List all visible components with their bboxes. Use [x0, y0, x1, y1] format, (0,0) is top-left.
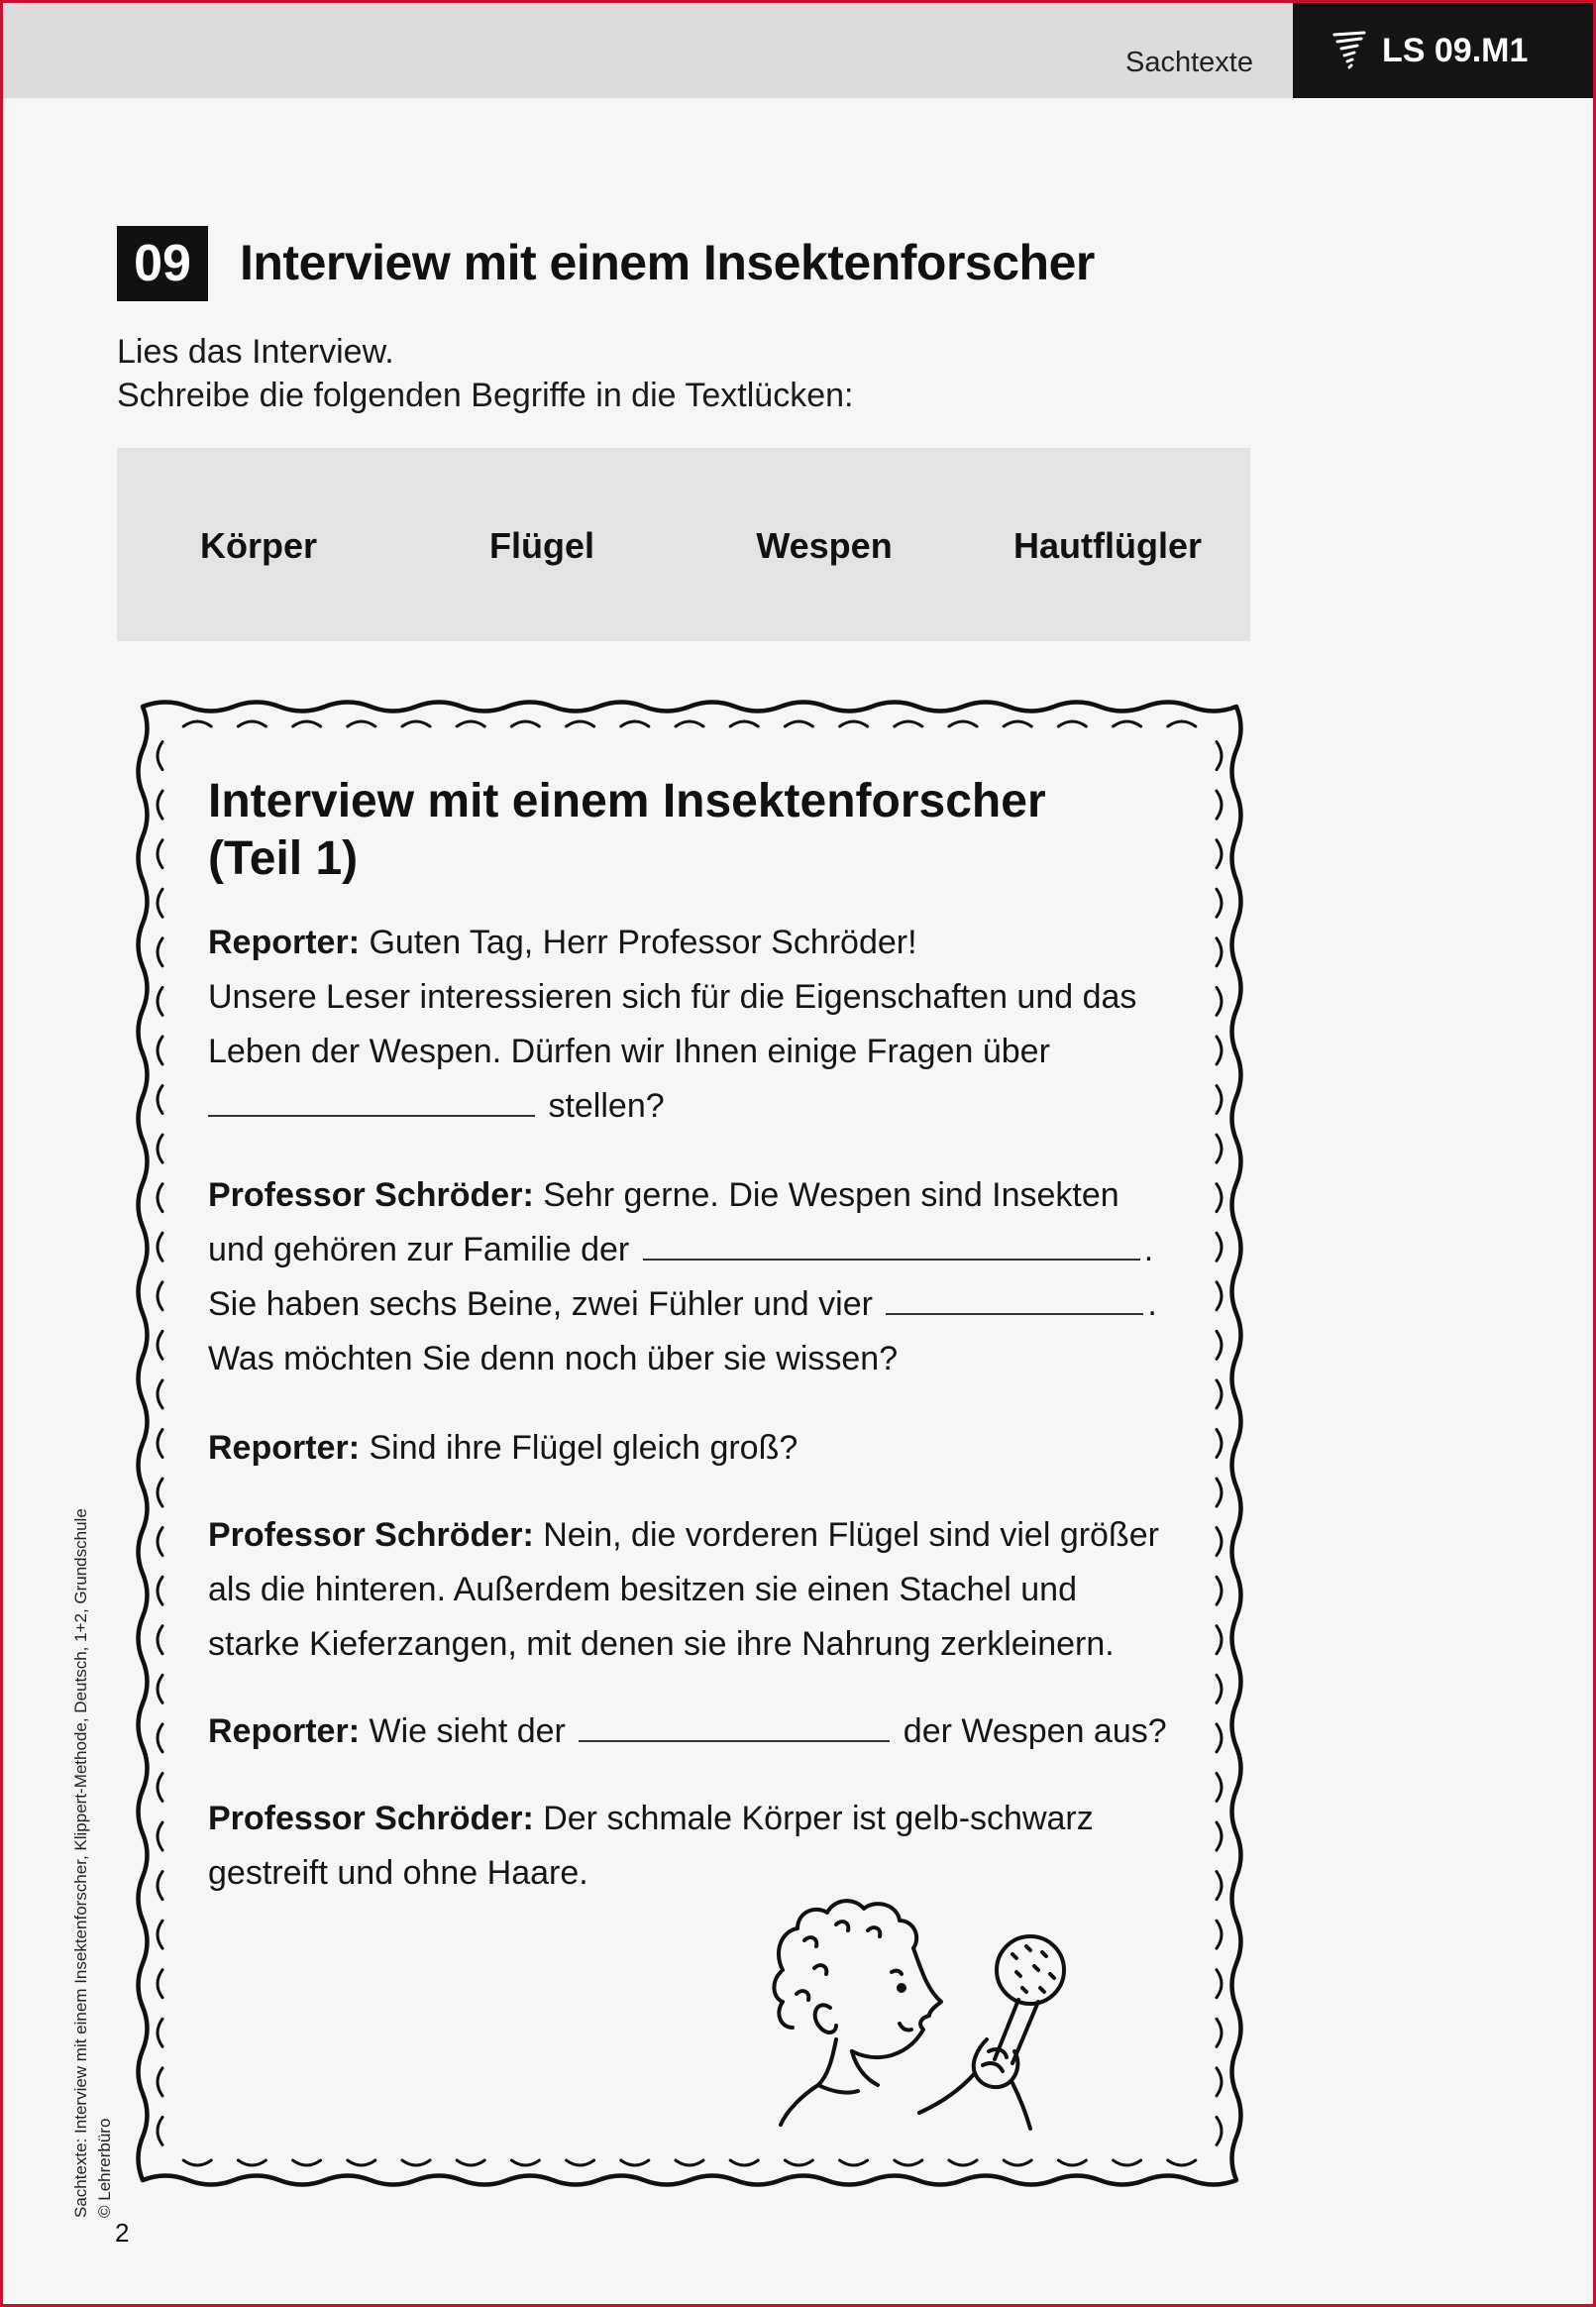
interview-paragraph-6 [208, 1792, 1199, 1901]
word-bank-item: Wespen [756, 525, 893, 566]
speaker-label: Professor Schröder: [208, 1800, 534, 1837]
header-code-text: LS 09.M1 [1382, 31, 1529, 69]
word-bank-item: Hautflügler [1012, 525, 1203, 566]
task-instructions [117, 330, 853, 417]
interview-paragraph-2 [208, 1168, 1199, 1386]
interview-paragraph-5 [208, 1704, 1199, 1759]
interview-text: Sind ihre Flügel gleich groß? [360, 1429, 798, 1467]
interview-text: als die hinteren. Außerdem besitzen sie einen Stachel und [208, 1571, 1077, 1608]
header-bar [3, 3, 1293, 98]
interview-text: Nein, die vorderen Flügel sind viel größer [533, 1516, 1159, 1554]
interview-text: der Wespen aus? [894, 1712, 1167, 1750]
task-number-badge: 09 [117, 226, 208, 301]
header-code-badge [1293, 3, 1593, 98]
blank-gap-3[interactable] [886, 1313, 1143, 1315]
reporter-with-microphone-illustration [753, 1891, 1129, 2168]
blank-gap-1[interactable] [208, 1115, 535, 1117]
speaker-label: Professor Schröder: [208, 1516, 534, 1554]
interview-title [208, 773, 1046, 888]
interview-text: stellen? [539, 1087, 665, 1125]
instruction-line: Lies das Interview. [117, 333, 394, 371]
interview-paragraph-3 [208, 1421, 1199, 1476]
interview-text: . [1143, 1231, 1154, 1268]
interview-text: Wie sieht der [360, 1712, 576, 1750]
interview-text: Sie haben sechs Beine, zwei Fühler und vier [208, 1285, 883, 1323]
interview-text: starke Kieferzangen, mit denen sie ihre Nahrung zerkleinern. [208, 1625, 1115, 1663]
interview-text: Unsere Leser interessieren sich für die Eigenschaften und das [208, 978, 1137, 1016]
blank-gap-4[interactable] [579, 1740, 890, 1742]
interview-title-line: Interview mit einem Insektenforscher [208, 775, 1046, 827]
side-credit [69, 1508, 117, 2218]
interview-text: gestreift und ohne Haare. [208, 1854, 588, 1892]
speaker-label: Reporter: [208, 1712, 361, 1750]
interview-text: Sehr gerne. Die Wespen sind Insekten [533, 1176, 1119, 1214]
interview-text: und gehören zur Familie der [208, 1231, 639, 1268]
speaker-label: Reporter: [208, 1429, 361, 1467]
blank-gap-2[interactable] [643, 1259, 1140, 1261]
instruction-line: Schreibe die folgenden Begriffe in die Textlücken: [117, 377, 854, 414]
interview-text: Guten Tag, Herr Professor Schröder! [360, 924, 917, 961]
header-section-label: Sachtexte [1125, 47, 1253, 78]
page-number: 2 [115, 2218, 130, 2248]
interview-paragraph-4 [208, 1508, 1199, 1672]
credit-line: © Lehrerbüro [95, 2118, 114, 2218]
word-bank-item: Flügel [489, 525, 594, 566]
interview-text: Leben der Wespen. Dürfen wir Ihnen einige Fragen über [208, 1033, 1050, 1070]
word-bank-item: Körper [199, 525, 318, 566]
interview-title-line: (Teil 1) [208, 832, 359, 885]
word-bank [117, 448, 1250, 641]
interview-text: Was möchten Sie denn noch über sie wissen? [208, 1340, 899, 1377]
speaker-label: Professor Schröder: [208, 1176, 534, 1214]
credit-line: Sachtexte: Interview mit einem Insektenforscher, Klippert-Methode, Deutsch, 1+2, Grundschule [71, 1508, 90, 2218]
interview-text: . [1147, 1285, 1157, 1323]
tornado-logo-icon [1332, 31, 1366, 70]
speaker-label: Reporter: [208, 924, 361, 961]
page-title: Interview mit einem Insektenforscher [240, 235, 1095, 290]
interview-text: Der schmale Körper ist gelb-schwarz [533, 1800, 1094, 1837]
interview-paragraph-1 [208, 916, 1199, 1134]
